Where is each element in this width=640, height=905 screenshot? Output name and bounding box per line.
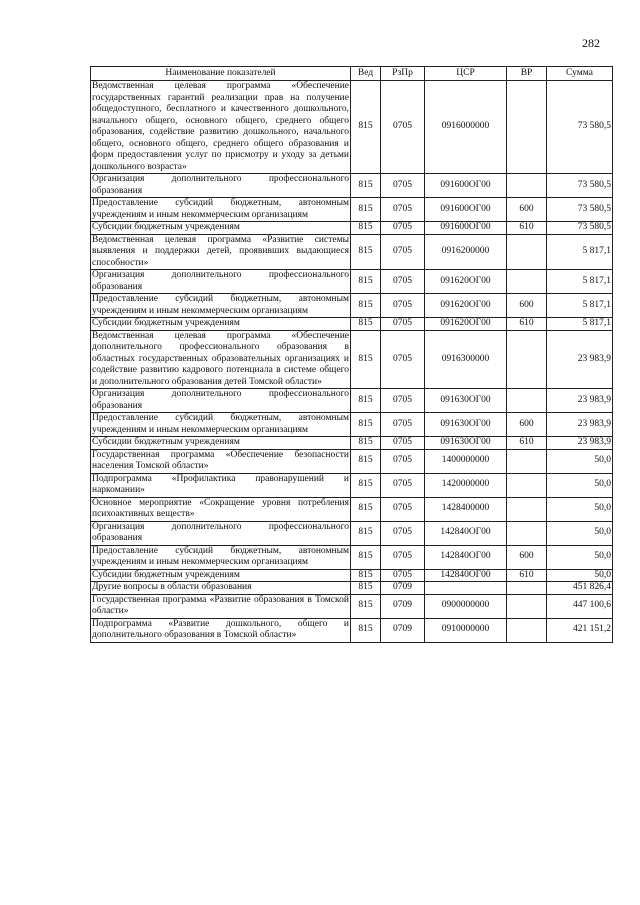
row-ved: 815 [351,497,381,521]
row-ved: 815 [351,521,381,545]
row-csr: 142840ОГ00 [425,569,507,582]
row-rzpr: 0705 [381,330,425,389]
row-name: Другие вопросы в области образования [91,582,351,595]
table-row [91,270,613,294]
row-name: Государственная программа «Развитие образования в Томской области» [92,594,349,616]
col-header-csr: ЦСР [425,67,507,81]
table-row [91,330,613,389]
row-ved: 815 [351,449,381,473]
row-vr: 610 [507,318,547,331]
row-rzpr: 0705 [381,497,425,521]
row-ved: 815 [351,270,381,294]
row-ved: 815 [351,618,381,642]
row-name: Ведомственная целевая программа «Развитие системы выявления и поддержки детей, проявивших выдающиеся способности» [92,234,349,268]
page-number: 282 [582,36,600,50]
row-amount: 50,0 [547,545,613,569]
row-amount: 23 983,9 [547,437,613,450]
table-row [91,413,613,437]
table-row [91,222,613,235]
row-name: Ведомственная целевая программа «Обеспечение дополнительного профессионального образования в областных государственных образовательных организациях и содействие развитию кадрового потенциала в системе общего и дополнительного образования детей Томской области» [92,330,349,387]
row-rzpr: 0705 [381,569,425,582]
row-rzpr: 0705 [381,81,425,174]
row-vr: 600 [507,545,547,569]
row-vr [507,81,547,174]
row-csr: 091620ОГ00 [425,318,507,331]
row-name: Организация дополнительного профессионального образования [92,521,349,543]
table-row [91,318,613,331]
row-ved: 815 [351,174,381,198]
row-rzpr: 0705 [381,545,425,569]
row-amount: 50,0 [547,473,613,497]
row-name: Ведомственная целевая программа «Обеспечение государственных гарантий реализации прав на получение общедоступного, бесплатного и качественного дошкольного, начального общего, основного общего, среднего общего образования, содействие развитию дошкольного, начального общего, основного общего, среднего общего образования и форм предоставления услуг по присмотру и уходу за детьми дошкольного возраста» [92,81,349,172]
row-csr: 091600ОГ00 [425,222,507,235]
row-ved: 815 [351,569,381,582]
col-header-name: Наименование показателей [91,67,351,81]
table-row [91,618,613,642]
col-header-amount: Сумма [547,67,613,81]
row-ved: 815 [351,222,381,235]
row-csr: 1420000000 [425,473,507,497]
row-ved: 815 [351,413,381,437]
table-row [91,294,613,318]
row-name: Подпрограмма «Профилактика правонарушений и наркомании» [92,473,349,495]
row-csr: 1428400000 [425,497,507,521]
row-ved: 815 [351,473,381,497]
table-row [91,389,613,413]
row-amount: 5 817,1 [547,270,613,294]
row-amount: 5 817,1 [547,234,613,270]
row-amount: 5 817,1 [547,294,613,318]
row-csr: 0916200000 [425,234,507,270]
row-csr: 1400000000 [425,449,507,473]
table-row [91,174,613,198]
row-amount: 73 580,5 [547,222,613,235]
row-name: Субсидии бюджетным учреждениям [91,222,351,235]
row-name: Предоставление субсидий бюджетным, автономным учреждениям и иным некоммерческим организациям [92,413,349,435]
col-header-vr: ВР [507,67,547,81]
row-csr: 091630ОГ00 [425,437,507,450]
row-csr: 091620ОГ00 [425,270,507,294]
row-amount: 23 983,9 [547,413,613,437]
table-row [91,234,613,270]
row-name: Государственная программа «Обеспечение безопасности населения Томской области» [92,449,349,471]
row-ved: 815 [351,81,381,174]
row-rzpr: 0709 [381,618,425,642]
row-csr: 0900000000 [425,594,507,618]
row-csr: 0916300000 [425,330,507,389]
row-rzpr: 0705 [381,234,425,270]
table-row [91,497,613,521]
row-rzpr: 0705 [381,437,425,450]
table-row [91,582,613,595]
row-csr: 091620ОГ00 [425,294,507,318]
row-vr: 600 [507,198,547,222]
row-vr: 610 [507,569,547,582]
col-header-rzpr: РзПр [381,67,425,81]
row-amount: 23 983,9 [547,330,613,389]
table-row [91,473,613,497]
table-row [91,81,613,174]
row-vr [507,270,547,294]
row-rzpr: 0705 [381,198,425,222]
table-row [91,521,613,545]
row-vr: 610 [507,222,547,235]
row-vr: 600 [507,294,547,318]
row-ved: 815 [351,318,381,331]
row-name: Субсидии бюджетным учреждениям [91,437,351,450]
row-csr: 142840ОГ00 [425,521,507,545]
row-amount: 447 100,6 [547,594,613,618]
table-header-row [91,67,613,81]
row-vr [507,389,547,413]
table-row [91,545,613,569]
row-rzpr: 0705 [381,449,425,473]
col-header-ved: Вед [351,67,381,81]
row-name: Организация дополнительного профессионального образования [92,270,349,292]
row-vr [507,582,547,595]
row-rzpr: 0709 [381,582,425,595]
row-amount: 73 580,5 [547,81,613,174]
row-rzpr: 0705 [381,222,425,235]
row-name: Субсидии бюджетным учреждениям [91,569,351,582]
row-vr [507,234,547,270]
row-ved: 815 [351,330,381,389]
row-ved: 815 [351,234,381,270]
budget-table [90,66,613,643]
row-amount: 451 826,4 [547,582,613,595]
row-vr: 610 [507,437,547,450]
row-rzpr: 0709 [381,594,425,618]
row-ved: 815 [351,582,381,595]
row-amount: 73 580,5 [547,174,613,198]
row-csr: 091600ОГ00 [425,198,507,222]
row-rzpr: 0705 [381,318,425,331]
row-amount: 421 151,2 [547,618,613,642]
row-name: Подпрограмма «Развитие дошкольного, общего и дополнительного образования в Томской области» [92,618,349,640]
row-amount: 50,0 [547,521,613,545]
row-rzpr: 0705 [381,521,425,545]
row-name: Субсидии бюджетным учреждениям [91,318,351,331]
row-name: Предоставление субсидий бюджетным, автономным учреждениям и иным некоммерческим организациям [92,198,349,220]
row-rzpr: 0705 [381,270,425,294]
row-rzpr: 0705 [381,389,425,413]
row-ved: 815 [351,437,381,450]
table-row [91,437,613,450]
row-vr [507,618,547,642]
row-amount: 23 983,9 [547,389,613,413]
row-amount: 5 817,1 [547,318,613,331]
table-row [91,569,613,582]
row-rzpr: 0705 [381,294,425,318]
row-vr [507,594,547,618]
table-row [91,198,613,222]
table-row [91,449,613,473]
row-amount: 50,0 [547,497,613,521]
row-ved: 815 [351,545,381,569]
row-vr [507,521,547,545]
row-name: Организация дополнительного профессионального образования [92,174,349,196]
row-csr: 0916000000 [425,81,507,174]
row-vr [507,174,547,198]
row-amount: 50,0 [547,449,613,473]
row-vr [507,330,547,389]
row-name: Организация дополнительного профессионального образования [92,389,349,411]
row-name: Предоставление субсидий бюджетным, автономным учреждениям и иным некоммерческим организациям [92,294,349,316]
row-csr: 091600ОГ00 [425,174,507,198]
row-rzpr: 0705 [381,413,425,437]
row-csr: 091630ОГ00 [425,389,507,413]
row-rzpr: 0705 [381,473,425,497]
row-name: Основное мероприятие «Сокращение уровня потребления психоактивных веществ» [92,497,349,519]
row-csr: 0910000000 [425,618,507,642]
row-vr [507,497,547,521]
row-vr: 600 [507,413,547,437]
row-rzpr: 0705 [381,174,425,198]
row-vr [507,473,547,497]
row-amount: 73 580,5 [547,198,613,222]
row-ved: 815 [351,389,381,413]
row-csr: 091630ОГ00 [425,413,507,437]
row-ved: 815 [351,294,381,318]
row-ved: 815 [351,198,381,222]
row-vr [507,449,547,473]
row-amount: 50,0 [547,569,613,582]
table-row [91,594,613,618]
row-name: Предоставление субсидий бюджетным, автономным учреждениям и иным некоммерческим организациям [92,545,349,567]
row-csr: 142840ОГ00 [425,545,507,569]
row-csr [425,582,507,595]
row-ved: 815 [351,594,381,618]
